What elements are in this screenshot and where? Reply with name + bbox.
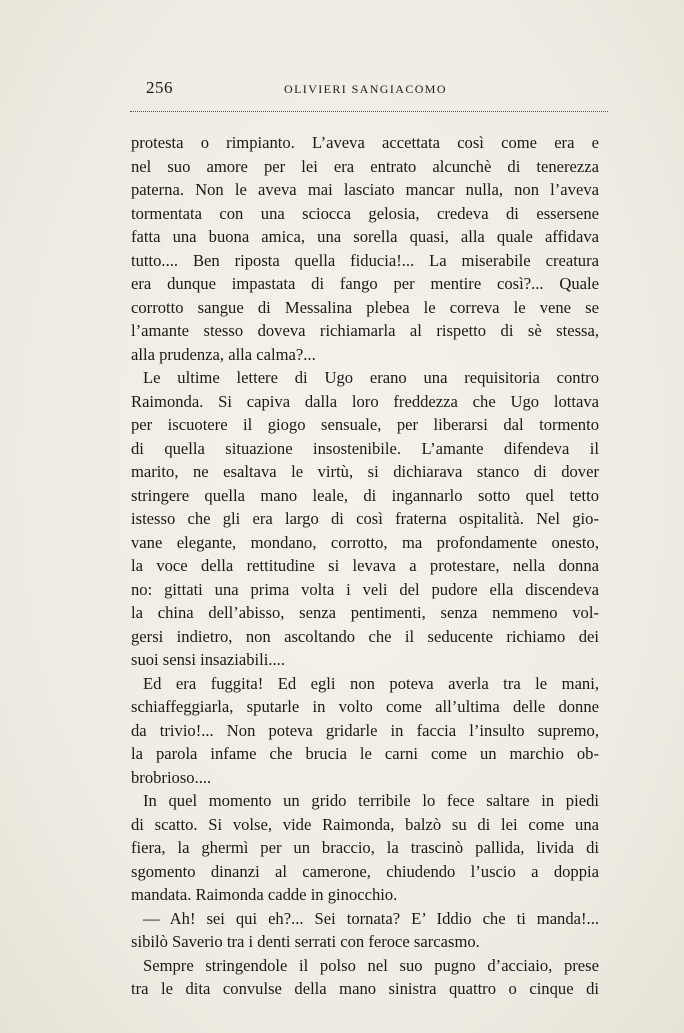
text-line: fatta una buona amica, una sorella quasi, alla quale affidava [131, 227, 599, 246]
text-line: la china dell’abisso, senza pentimenti, senza nemmeno vol- [131, 603, 599, 622]
text-line: In quel momento un grido terribile lo fece saltare in piedi [143, 791, 599, 810]
text-line: l’amante stesso doveva richiamarla al rispetto di sè stessa, [131, 321, 599, 340]
text-line: stringere quella mano leale, di ingannarlo sotto quel tetto [131, 485, 599, 505]
text-line: vane elegante, mondano, corrotto, ma profondamente onesto, [131, 532, 599, 552]
text-line: mandata. Raimonda cadde in ginocchio. [131, 885, 398, 904]
text-line: Le ultime lettere di Ugo erano una requisitoria contro [143, 368, 599, 387]
text-line: — Ah! sei qui eh?... Sei tornata? E’ Iddio che ti manda!... [143, 908, 599, 928]
text-line: brobrioso.... [131, 767, 212, 787]
text-line: tra le dita convulse della mano sinistra quattro o cinque di [131, 979, 599, 998]
text-line: Raimonda. Si capiva dalla loro freddezza che Ugo lottava [131, 391, 599, 411]
text-line: istesso che gli era largo di così fraterna ospitalità. Nel gio- [131, 509, 599, 528]
page-header [130, 78, 608, 102]
text-line: marito, ne esaltava le virtù, si dichiarava stanco di dover [131, 462, 599, 481]
text-line: nel suo amore per lei era entrato alcunchè di tenerezza [131, 156, 599, 176]
text-line: per iscuotere il giogo sensuale, per liberarsi dal tormento [131, 415, 599, 434]
text-line: Ed era fuggita! Ed egli non poteva averla tra le mani, [143, 673, 599, 693]
text-line: protesta o rimpianto. L’aveva accettata così come era e [131, 133, 599, 152]
text-line: la parola infame che brucia le carni come un marchio ob- [131, 744, 599, 763]
text-line: schiaffeggiarla, sputarle in volto come all’ultima delle donne [131, 697, 599, 716]
text-line: di scatto. Si volse, vide Raimonda, balzò su di lei come una [131, 814, 599, 834]
text-line: la voce della rettitudine si levava a protestare, nella donna [131, 556, 599, 575]
text-line: fiera, la ghermì per un braccio, la trascinò pallida, livida di [131, 838, 599, 857]
text-line: Sempre stringendole il polso nel suo pugno d’acciaio, prese [143, 955, 599, 975]
text-line: tutto.... Ben riposta quella fiducia!... La miserabile creatura [131, 250, 599, 270]
text-line: alla prudenza, alla calma?... [131, 344, 316, 364]
text-line: tormentata con una sciocca gelosia, credeva di essersene [131, 203, 599, 223]
text-line: no: gittati una prima volta i veli del pudore ella discendeva [131, 579, 599, 599]
text-line: paterna. Non le aveva mai lasciato mancar nulla, non l’aveva [131, 180, 599, 199]
text-line: sibilò Saverio tra i denti serrati con feroce sarcasmo. [131, 932, 480, 951]
text-line: gersi indietro, non ascoltando che il seducente richiamo dei [131, 626, 599, 646]
page-number: 256 [146, 78, 173, 97]
header-rule [130, 111, 608, 112]
text-line: corrotto sangue di Messalina plebea le correva le vene se [131, 297, 599, 317]
text-line: era dunque impastata di fango per mentire così?... Quale [131, 274, 599, 293]
running-head: OLIVIERI SANGIACOMO [284, 82, 447, 96]
text-line: suoi sensi insaziabili.... [131, 650, 285, 669]
text-line: di quella situazione insostenibile. L’amante difendeva il [131, 438, 599, 458]
body-text [131, 131, 599, 1001]
text-line: da trivio!... Non poteva gridarle in faccia l’insulto supremo, [131, 720, 599, 740]
text-line: sgomento dinanzi al camerone, chiudendo l’uscio a doppia [131, 861, 599, 881]
